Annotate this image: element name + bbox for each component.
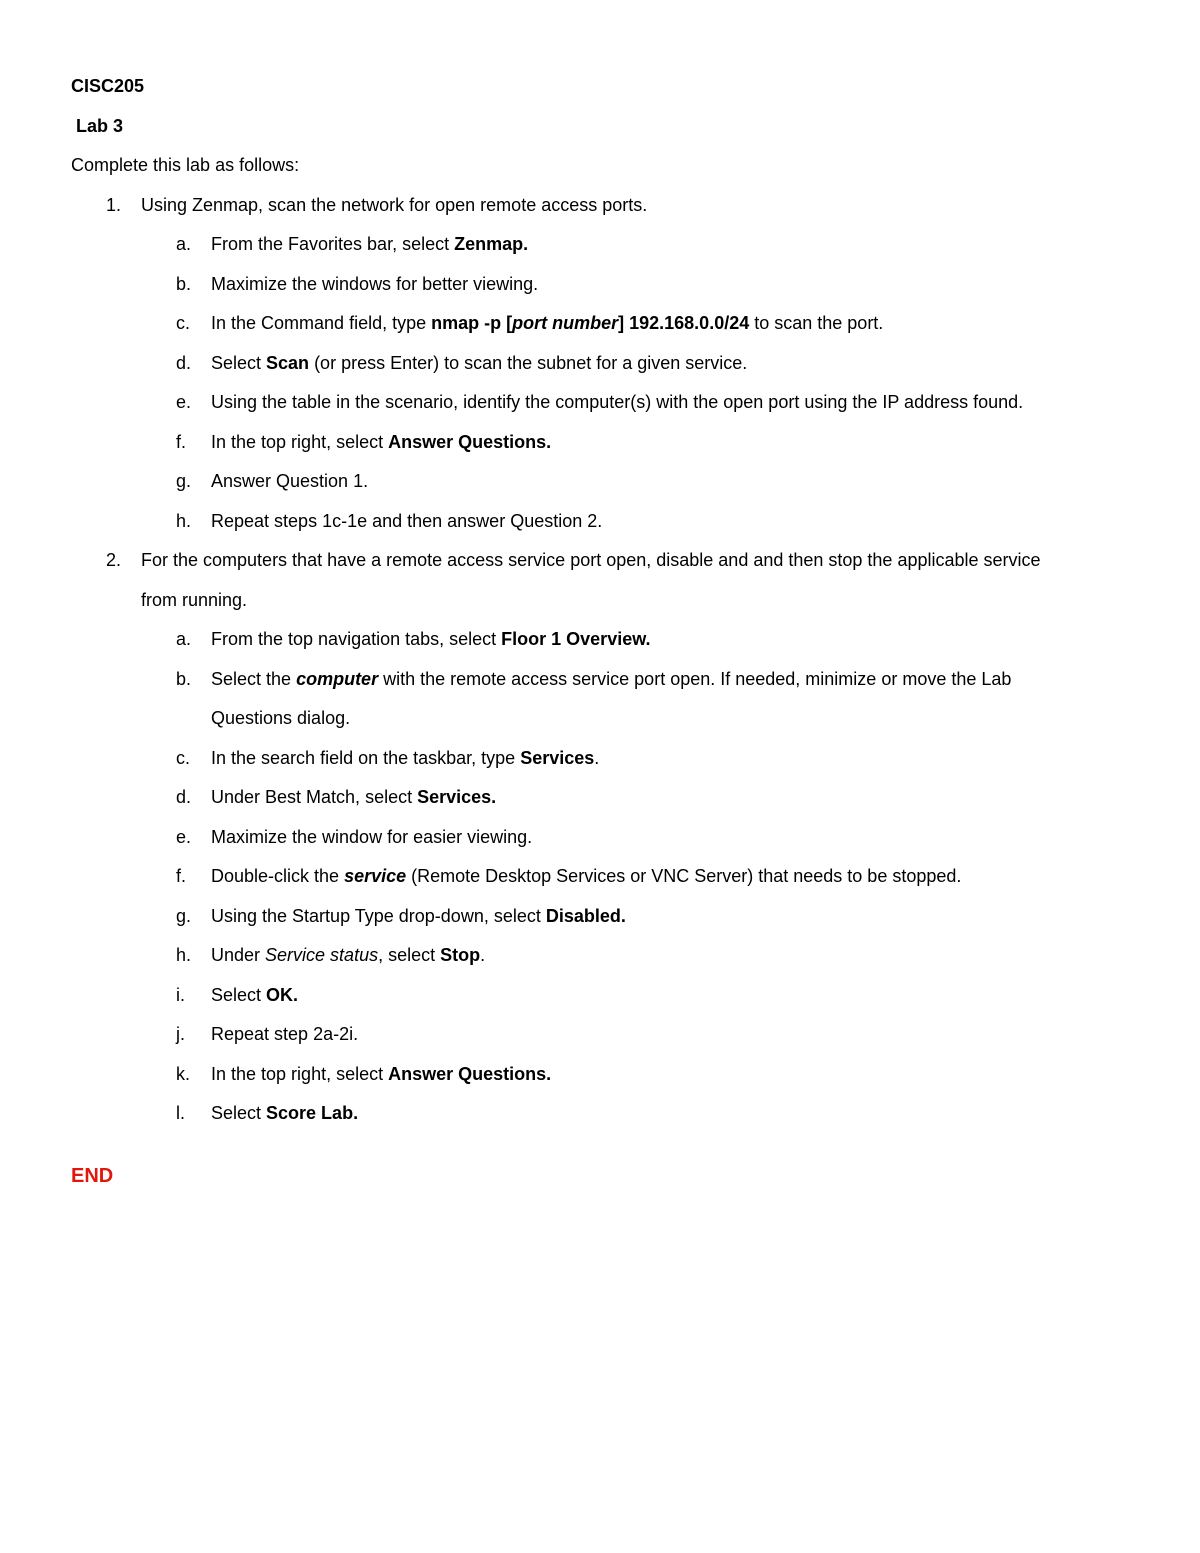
step-2f-text: Double-click the service (Remote Desktop Services or VNC Server) that needs to be stopped.: [211, 866, 962, 886]
step-1g-text: Answer Question 1.: [211, 471, 369, 491]
step-1f-text: In the top right, select Answer Questions.: [211, 432, 552, 452]
step-2a-text: From the top navigation tabs, select Floor 1 Overview.: [211, 629, 651, 649]
step-2j-text: Repeat step 2a-2i.: [211, 1024, 359, 1044]
step-2d-letter: d.: [176, 787, 192, 807]
step-1h-letter: h.: [176, 511, 192, 531]
step-2j-letter: j.: [176, 1024, 185, 1044]
step-2c-letter: c.: [176, 748, 191, 768]
step-1d-letter: d.: [176, 353, 192, 373]
step-2-number: 2.: [106, 550, 122, 570]
step-1g-letter: g.: [176, 471, 192, 491]
step-1c-letter: c.: [176, 313, 191, 333]
step-2b-letter: b.: [176, 669, 192, 689]
step-2l-text: Select Score Lab.: [211, 1103, 359, 1123]
step-2f-letter: f.: [176, 866, 187, 886]
step-1a-letter: a.: [176, 234, 192, 254]
step-2d-text: Under Best Match, select Services.: [211, 787, 497, 807]
step-2i-text: Select OK.: [211, 985, 299, 1005]
step-2a-letter: a.: [176, 629, 192, 649]
step-1-text: Using Zenmap, scan the network for open remote access ports.: [141, 195, 648, 215]
end-marker: END: [71, 1165, 114, 1187]
step-2-text: For the computers that have a remote access service port open, disable and and then stop the applicable service: [141, 550, 1041, 570]
step-1c-text: In the Command field, type nmap -p [port number] 192.168.0.0/24 to scan the port.: [211, 313, 884, 333]
step-1b-text: Maximize the windows for better viewing.: [211, 274, 539, 294]
step-2-text-cont: from running.: [141, 590, 248, 610]
step-1e-letter: e.: [176, 392, 192, 412]
step-2l-letter: l.: [176, 1103, 185, 1123]
step-2g-letter: g.: [176, 906, 192, 926]
step-1e-text: Using the table in the scenario, identify the computer(s) with the open port using the IP address found.: [211, 392, 1024, 412]
step-2i-letter: i.: [176, 985, 185, 1005]
step-2b-text-cont: Questions dialog.: [211, 708, 351, 728]
step-2g-text: Using the Startup Type drop-down, select Disabled.: [211, 906, 626, 926]
step-1f-letter: f.: [176, 432, 187, 452]
step-2k-text: In the top right, select Answer Questions.: [211, 1064, 552, 1084]
step-1a-text: From the Favorites bar, select Zenmap.: [211, 234, 529, 254]
intro-text: Complete this lab as follows:: [71, 155, 300, 175]
step-2e-text: Maximize the window for easier viewing.: [211, 827, 533, 847]
step-1b-letter: b.: [176, 274, 192, 294]
step-2c-text: In the search field on the taskbar, type Services.: [211, 748, 600, 768]
step-2h-letter: h.: [176, 945, 192, 965]
step-2e-letter: e.: [176, 827, 192, 847]
step-1d-text: Select Scan (or press Enter) to scan the subnet for a given service.: [211, 353, 748, 373]
step-2b-text: Select the computer with the remote access service port open. If needed, minimize or move the Lab: [211, 669, 1012, 689]
step-1-number: 1.: [106, 195, 122, 215]
step-2h-text: Under Service status, select Stop.: [211, 945, 486, 965]
step-1h-text: Repeat steps 1c-1e and then answer Question 2.: [211, 511, 603, 531]
course-code: CISC205: [71, 76, 145, 96]
step-2k-letter: k.: [176, 1064, 191, 1084]
lab-title: Lab 3: [76, 116, 124, 136]
